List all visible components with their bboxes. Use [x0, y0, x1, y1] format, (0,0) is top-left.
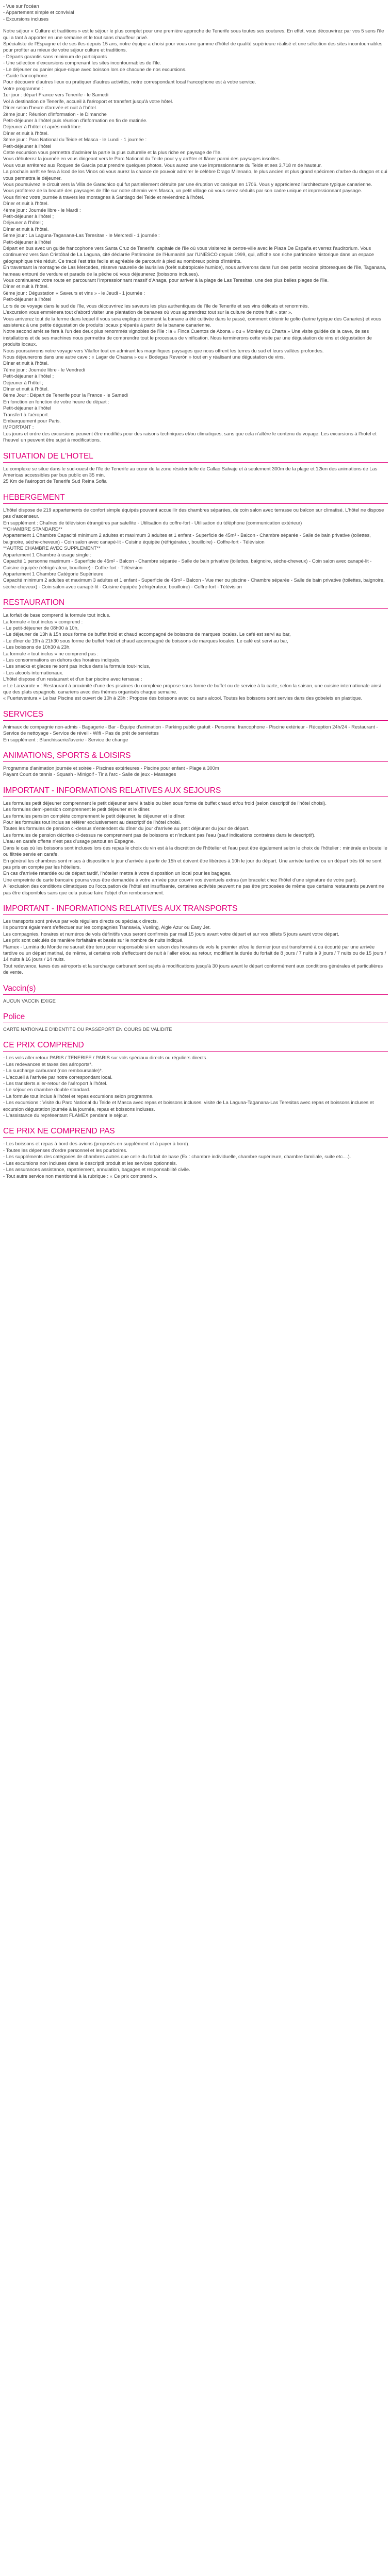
- section: [3, 1012, 388, 1032]
- itinerary-line: Dîner et nuit à l'hôtel.: [3, 226, 49, 232]
- itinerary-line: Nous déjeunerons dans une autre cave : « Lagar de Chasna » ou « Bodegas Reverón » tout en y réalisant une dégustation de vins.: [3, 353, 285, 360]
- intro-line: - Excursions incluses: [3, 15, 49, 22]
- section-line: - Les excursions : Visite du Parc National du Teide et Masca avec repas et boissons incluses. visite de La Laguna-Taganana-Las Teresitas avec repas et boissons incluses et excursion dégustation journée à la journée, repas et boissons incluses.: [3, 1099, 374, 1112]
- section: [3, 710, 388, 743]
- section-line: Les transports sont prévus par vols réguliers directs ou spéciaux directs.: [3, 918, 158, 924]
- section-line: - La formule tout inclus à l'hôtel et repas excursions selon programme.: [3, 1093, 154, 1099]
- section-line: - Les vols aller retour PARIS / TENERIFE / PARIS sur vols spéciaux directs ou réguliers directs.: [3, 1055, 207, 1061]
- itinerary-line: Cette excursion vous permettra d'admirer la partie la plus culturelle et la plus riche en paysage de l'île.: [3, 149, 222, 155]
- itinerary-line: Vous profiterez de la beauté des paysages de l'île sur notre chemin vers Masca, un petit village où vous serez séduits par son cadre unique et impressionnant paysage.: [3, 188, 362, 194]
- section-heading: HEBERGEMENT: [3, 493, 388, 504]
- itinerary-line: - Le déjeuner ou panier pique-nique avec boisson lors de chacune de nos excursions.: [3, 66, 187, 72]
- section: [3, 493, 388, 590]
- itinerary-line: Nous poursuivrons notre voyage vers Vilaflor tout en admirant les magnifiques paysages que nous offrent les terres du sud et leurs vallées profondes.: [3, 347, 324, 353]
- section-line: L'eau en carafe offerte n'est pas d'usage partout en Espagne.: [3, 838, 135, 844]
- section-line: - Les transferts aller-retour de l'aéroport à l'hôtel.: [3, 1080, 108, 1087]
- section-body: [3, 998, 388, 1004]
- section-line: En supplément : Chaînes de télévision étrangères par satellite - Utilisation du coffre-fort - Utilisation du téléphone (communication extérieur): [3, 519, 302, 526]
- itinerary-line: - Guide francophone.: [3, 73, 49, 79]
- itinerary-line: 7ème jour : Journée libre - le Vendredi: [3, 366, 85, 372]
- itinerary-line: Petit-déjeuner à l'hôtel: [3, 143, 51, 149]
- section-line: - Les suppléments des catégories de chambres autres que celle du forfait de base (Ex : chambre individuelle, chambre supérieure, chambre familiale, suite etc....).: [3, 1154, 351, 1160]
- section-line: - Les assurances assistance, rapatriement, annulation, bagages et responsabilité civile.: [3, 1166, 190, 1173]
- section-heading: Police: [3, 1012, 388, 1023]
- section: [3, 751, 388, 778]
- section-line: - Les boissons de 10h30 à 23h.: [3, 644, 71, 650]
- section: [3, 1127, 388, 1179]
- section-line: Les prix sont calculés de manière forfaitaire et basés sur le nombre de nuits indiqué.: [3, 937, 184, 943]
- itinerary-line: L'excursion vous emmènera tout d'abord visiter une plantation de bananes où vous apprendrez tout sur la culture de notre fruit « star ».: [3, 309, 292, 315]
- section-line: - Le déjeuner de 13h à 15h sous forme de buffet froid et chaud accompagné de boissons de marques locales. Le café est servi au bar,: [3, 631, 291, 637]
- section-line: Flamex - Lumiria du Monde ne saurait être tenu pour responsable si en raison des horaires de vols le premier et/ou le dernier jour est transformé à ou écourté par une arrivée tardive ou un départ matinal, de même, si certains vols s'effectuent de nuit à l'aller et/ou au retour, modifiant la durée du forfait de 8 jours / 7 nuits à 9 jours / 7 nuits ou de 15 jours / 14 nuits à 16 jours / 14 nuits.: [3, 943, 386, 962]
- section-line: - Le dîner de 19h à 21h30 sous forme de buffet froid et chaud accompagné de boissons de marques locales. Le café est servi au bar,: [3, 637, 288, 643]
- section-line: AUCUN VACCIN EXIGE: [3, 997, 56, 1004]
- itinerary-line: Dîner et nuit à l'hôtel.: [3, 360, 49, 366]
- itinerary-line: Embarquement pour Paris.: [3, 418, 61, 423]
- section-line: Les compagnies, horaires et numéros de vols définitifs vous seront confirmés par mail 15 jours avant votre départ et sur vos billets 5 jours avant votre départ.: [3, 930, 339, 937]
- section-body: [3, 724, 388, 743]
- section-line: Les formules de pension décrites ci-dessus ne comprennent pas de boissons et n'incluent pas l'eau (sauf indications contraires dans le descriptif).: [3, 832, 316, 838]
- section-line: Capacité 1 personne maximum - Superficie de 45m² - Balcon - Chambre séparée - Salle de bain privative (toilettes, baignoire, sèche-cheveux) - Coin salon avec canapé-lit - Cuisine équipée (réfrigérateur, bouilloire) - Coffre-fort - Télévision: [3, 558, 372, 570]
- itinerary-line: La prochain arrêt se fera à Icod de los Vinos où vous aurez la chance de pouvoir admirer le célèbre Drago Milenario, le plus ancien et plus grand spécimen d'arbre du dragon et qui vous permettra le déjeuner.: [3, 168, 387, 181]
- section-line: Appartement 1 Chambre Capacité minimum 2 adultes et maximum 3 adultes et 1 enfant - Superficie de 45m² - Balcon - Chambre séparée - Salle de bain privative (toilettes, baignoire, sèche-cheveux) - Coin salon avec canapé-lit - Cuisine équipée (réfrigérateur, bouilloire) - Coffre-fort - Télévision: [3, 532, 371, 545]
- section-line: La formule « tout inclus » comprend :: [3, 618, 83, 624]
- section: [3, 984, 388, 1004]
- section-line: L'hôtel dispose de 219 appartements de confort simple équipés pouvant accueillir des chambres séparées, de coin salon avec terrasse ou balcon sur climatisé. L'hôtel ne dispose pas d'ascenseur.: [3, 506, 384, 519]
- section: [3, 786, 388, 896]
- section-heading: IMPORTANT - INFORMATIONS RELATIVES AUX TRANSPORTS: [3, 904, 388, 915]
- section-body: [3, 1141, 388, 1179]
- itinerary-line: Déjeuner à l'hôtel ;: [3, 219, 43, 226]
- itinerary-line: 4ème jour : Journée libre - le Mardi :: [3, 207, 81, 213]
- itinerary-line: Transfert à l'aéroport.: [3, 411, 49, 417]
- itinerary-line: Dîner et nuit à l'hôtel.: [3, 200, 49, 207]
- intro-line: - Vue sur l'océan: [3, 3, 39, 9]
- section-body: [3, 1055, 388, 1118]
- section-line: La formule « tout inclus » ne comprend pas :: [3, 650, 99, 656]
- itinerary-line: En traversant la montagne de Las Mercedes, réserve naturelle de laurisilva (forêt subtropicale humide), nous arriverons dans l'un des petits recoins pittoresques de l'île, Taganana, hameau entouré de verdure et paradis de la pêche où vous déjeunerez (boissons incluses).: [3, 264, 386, 277]
- section-line: - Les consommations en dehors des horaires indiqués,: [3, 656, 121, 663]
- itinerary-line: Vous débuterez la journée en vous dirigeant vers le Parc National du Teide pour y y arrêter et flâner parmi des paysages insolites.: [3, 156, 281, 162]
- itinerary-line: 6ème jour : Dégustation « Saveurs et vins » - le Jeudi - 1 journée :: [3, 290, 145, 296]
- section-line: - L'accueil à l'arrivée par notre correspondant local.: [3, 1074, 113, 1080]
- section-heading: IMPORTANT - INFORMATIONS RELATIVES AUX SEJOURS: [3, 786, 388, 797]
- itinerary-text: [3, 28, 388, 443]
- section-line: - Les redevances et taxes des aéroports*.: [3, 1061, 93, 1067]
- section-line: **CHAMBRE STANDARD**: [3, 526, 62, 532]
- section-line: En cas d'arrivée retardée ou de départ tardif, l'hôtelier mettra à votre disposition un local pour les bagages.: [3, 870, 232, 876]
- itinerary-line: Petit-déjeuner à l'hôtel puis réunion d'information en fin de matinée.: [3, 117, 148, 123]
- section-line: En général les chambres sont mises à disposition le jour d'arrivée à partir de 15h et doivent être libérées à 10h le jour du départ. Une arrivée tardive ou un départ très tôt ne sont pas pris en compte par les hôteliers.: [3, 857, 382, 870]
- section-line: En supplément : Blanchisserie/laverie - Service de change: [3, 736, 128, 742]
- itinerary-line: Vous vous arrêterez aux Roques de Garcia pour prendre quelques photos. Vous aurez une vue impressionnante du Teide et ses 3.718 m de hauteur.: [3, 162, 322, 168]
- section-line: Les formules demi-pension comprennent le petit déjeuner et le dîner.: [3, 806, 151, 812]
- itinerary-line: Dîner et nuit à l'hôtel.: [3, 130, 49, 136]
- itinerary-line: Spécialiste de l'Espagne et de ses îles depuis 15 ans, notre équipe a choisi pour vous une gamme d'hôtel de qualité supérieure réalisé et une sélection des sites incontournables pour profiter au mieux de votre séjour culture et traditions.: [3, 41, 383, 53]
- product-description: [0, 0, 391, 1179]
- section-line: - Les excursions non incluses dans le descriptif produit et les services optionnels.: [3, 1160, 177, 1166]
- section-line: - L'assistance du représentant FLAMEX pendant le séjour.: [3, 1112, 128, 1118]
- itinerary-line: Petit-déjeuner à l'hôtel: [3, 296, 51, 302]
- section-heading: CE PRIX COMPREND: [3, 1041, 388, 1052]
- itinerary-line: Dîner et nuit à l'hôtel.: [3, 283, 49, 290]
- section-heading: SITUATION DE L'HOTEL: [3, 452, 388, 463]
- itinerary-line: Dîner selon l'heure d'arrivée et nuit à l'hôtel.: [3, 105, 97, 111]
- section-line: Appartement 1 Chambre à usage single :: [3, 551, 91, 557]
- section-line: Tout redevance, taxes des aéroports et la surcharge carburant sont sujets à modifications jusqu'à 30 jours avant le départ conformément aux conditions générales et particulières de vente.: [3, 962, 383, 975]
- itinerary-line: 3ème jour : Parc National du Teide et Masca - le Lundi - 1 journée :: [3, 137, 147, 143]
- section-line: - Tout autre service non mentionné à la rubrique : « Ce prix comprend ».: [3, 1173, 157, 1179]
- section-line: Le complexe se situe dans le sud-ouest de l'île de Tenerife au cœur de la zone résidentielle de Callao Salvaje et à seulement 300m de la plage et 12km des animations de Las Americas accessibles par bus public en 35 min.: [3, 465, 378, 478]
- section: [3, 1041, 388, 1118]
- section-line: Les formules pension complète comprennent le petit déjeuner, le déjeuner et le dîner.: [3, 812, 186, 819]
- itinerary-line: Petit-déjeuner à l'hôtel ;: [3, 213, 54, 219]
- section-line: Ils pourront également s'effectuer sur les compagnies Transavia, Vueling, Aigle Azur ou Easy Jet.: [3, 924, 211, 930]
- section: [3, 904, 388, 976]
- section-line: « Le Lanzarote » : Restaurant à proximité d'une des piscines du complexe propose sous forme de buffet ou de service à la carte, selon la saison, une cuisine internationale ainsi que des plats espagnols, canariens avec des thèmes organisés chaque semaine.: [3, 682, 381, 694]
- section-line: Programme d'animation journée et soirée - Piscines extérieures - Piscine pour enfant - Plage à 300m: [3, 765, 219, 771]
- section-heading: SERVICES: [3, 710, 388, 721]
- itinerary-line: 5ème jour : La Laguna-Taganana-Las Teresitas - le Mercredi - 1 journée :: [3, 232, 160, 239]
- itinerary-line: En fonction en fonction de votre heure de départ :: [3, 398, 109, 404]
- itinerary-line: Notre second arrêt se fera à l'un des deux plus renommés vignobles de l'île : la « Finca Cuentos de Abona » ou « Monkey du Charta » Une visite guidée de la cave, de ses installations et de ses machines nous permettra de comprendre tout le processus de vinification. Nous terminerons cette visite par une dégustation de vins et dégustation de produits locaux.: [3, 328, 372, 347]
- section-body: [3, 800, 388, 896]
- itinerary-line: Petit-déjeuner à l'hôtel ;: [3, 373, 54, 379]
- itinerary-line: Vol à destination de Tenerife, accueil à l'aéroport et transfert jusqu'à votre hôtel.: [3, 98, 173, 104]
- itinerary-line: Dîner et nuit à l'hôtel.: [3, 385, 49, 392]
- section-line: Animaux de compagnie non-admis - Bagagerie - Bar - Équipe d'animation - Parking public gratuit - Personnel francophone - Piscine extérieur - Réception 24h/24 - Restaurant - Service de nettoyage - Service de réveil - Wifi - Pas de prêt de serviettes: [3, 723, 378, 736]
- section-line: CARTE NATIONALE D'IDENTITE OU PASSEPORT EN COURS DE VALIDITE: [3, 1026, 172, 1032]
- section-heading: ANIMATIONS, SPORTS & LOISIRS: [3, 751, 388, 762]
- section-line: Pour les formules tout inclus se référer exclusivement au descriptif de l'hôtel choisi.: [3, 819, 181, 825]
- itinerary-line: Vous arriverez tout de la ferme dans lequel il vous sera expliqué comment la banane a été cultivée dans le passé, comment obtenir le gofio (farine typique des Canaries) et vous assisterez à une petite dégustation de produits locaux préparés à partir de la banane canarienne.: [3, 315, 381, 328]
- section-body: [3, 765, 388, 778]
- itinerary-line: Pour découvrir d'autres lieux ou pratiquer d'autres activités, notre correspondant local francophone est à votre service.: [3, 79, 256, 85]
- itinerary-line: Votre programme :: [3, 85, 43, 91]
- itinerary-line: Départ en bus avec un guide francophone vers Santa Cruz de Tenerife, capitale de l'île où vous visiterez le centre-ville avec le Plaza De España et verrez l'auditorium. Vous continuerez vers San Cristóbal de La Laguna, cité déclarée Patrimoine de l'Humanité par l'UNESCO depuis 1999, qui, affiche son riche patrimoine historique dans un espace géographique très réduit. Ce tracé l'est très facile et agréable de parcourir à pied au nombreux points d'intérêts.: [3, 245, 374, 264]
- itinerary-line: Petit-déjeuner à l'hôtel: [3, 239, 51, 245]
- itinerary-line: IMPORTANT :: [3, 424, 34, 430]
- section-heading: Vaccin(s): [3, 984, 388, 995]
- section: [3, 598, 388, 702]
- section-line: - La surcharge carburant (non remboursable)*.: [3, 1067, 103, 1074]
- itinerary-line: Petit-déjeuner à l'hôtel: [3, 405, 51, 411]
- section-body: [3, 507, 388, 590]
- itinerary-line: Déjeuner à l'hôtel ;: [3, 379, 43, 385]
- section-line: - Les snacks et glaces ne sont pas inclus dans la formule tout-inclus,: [3, 663, 151, 669]
- itinerary-line: Lors de ce voyage dans le sud de l'île, vous découvrirez les saveurs les plus authentiques de l'île de Tenerife et ses vins délicats et renommés.: [3, 302, 309, 309]
- itinerary-line: Les jours et ordre des excursions peuvent être modifiés pour des raisons techniques et/ou climatiques, sans que cela n'altère le contenu du voyage. Les excursions à l'hotel et l'heuvel un peuvent être sujet à modifications.: [3, 430, 377, 443]
- info-sections: [3, 452, 388, 1179]
- section-heading: CE PRIX NE COMPREND PAS: [3, 1127, 388, 1138]
- section-line: Capacité minimum 2 adultes et maximum 3 adultes et 1 enfant - Superficie de 45m² - Balcon - Vue mer ou piscine - Chambre séparée - Salle de bain privative (toilettes, baignoire, sèche-cheveux) - Coin salon avec canapé-lit - Cuisine équipée (réfrigérateur, bouilloire) - Coffre-fort - Télévision: [3, 577, 385, 589]
- itinerary-line: Vous continuerez votre route en parcourant l'impressionnant massif d'Anaga, pour arriver à la plage de Las Teresitas, une des plus belles plages de l'île.: [3, 277, 329, 283]
- section-body: [3, 612, 388, 702]
- section-heading: RESTAURATION: [3, 598, 388, 609]
- section-body: [3, 918, 388, 976]
- section-line: A l'exclusion des conditions climatiques ou l'occupation de l'hôtel est insuffisante, certaines activités peuvent ne pas être proposées de même que certains restaurants peuvent ne pas être disponibles sans que cela puisse faire l'objet d'un remboursement.: [3, 883, 384, 895]
- itinerary-line: Vous finirez votre journée à travers les montagnes à Santiago del Teide et reviendrez à l'hôtel.: [3, 194, 204, 200]
- itinerary-line: 8ème Jour : Départ de Tenerife pour la France - le Samedi: [3, 392, 128, 398]
- section-line: Appartement 1 Chambre Catégorie Supérieure: [3, 570, 104, 577]
- section-line: L'hôtel dispose d'un restaurant et d'un bar piscine avec terrasse :: [3, 676, 142, 682]
- section: [3, 452, 388, 485]
- itinerary-line: Vous poursuivrez le circuit vers la Villa de Garachico qui fut partiellement détruite par une éruption volcanique en 1706. Vous y apprécierez l'architecture typique canarienne.: [3, 181, 372, 187]
- section-body: [3, 1026, 388, 1032]
- itinerary-line: Déjeuner à l'hôtel et après-midi libre.: [3, 124, 82, 130]
- section-line: - Le séjour en chambre double standard.: [3, 1087, 90, 1093]
- itinerary-line: 2ème jour : Réunion d'information - le Dimanche: [3, 111, 107, 117]
- section-line: - Toutes les dépenses d'ordre personnel et les pourboires.: [3, 1147, 127, 1153]
- itinerary-line: - Départs garantis sans minimum de participants: [3, 53, 107, 59]
- section-line: - Le petit-déjeuner de 08h00 à 10h,: [3, 624, 79, 631]
- section-line: Les formules petit déjeuner comprennent le petit déjeuner servi à table ou bien sous forme de buffet chaud et/ou froid (selon descriptif de l'hôtel choisi).: [3, 800, 327, 806]
- itinerary-line: - Une sélection d'excursions comprenant les sites incontournables de l'île.: [3, 60, 161, 66]
- section-line: Une empreinte de carte bancaire pourra vous être demandée à votre arrivée pour couvrir vos éventuels extras (un bracelet chez l'hôtel d'une signature de votre part).: [3, 876, 357, 883]
- itinerary-line: Notre séjour « Culture et traditions » est le séjour le plus complet pour une première approche de Tenerife sous toutes ses coutures. En effet, vous découvrirez par vos 5 sens l'île qui a tant à apporter en une semaine et le tout sans chauffeur privé.: [3, 28, 384, 40]
- section-line: **AUTRE CHAMBRE AVEC SUPPLEMENT**: [3, 545, 101, 551]
- section-line: Dans le cas où les boissons sont incluses lors des repas le choix du vin est à la discrétion de l'hôtelier et l'eau peut être également selon le choix de l'hôtelier : minérale en bouteille ou filtrée servie en carafe.: [3, 844, 387, 857]
- section-line: - Les boissons et repas à bord des avions (proposés en supplément et à payer à bord).: [3, 1141, 190, 1147]
- section-body: [3, 466, 388, 485]
- section-line: - Les alcools internationaux.: [3, 669, 63, 675]
- itinerary-line: 1er jour : départ France vers Tenerife - le Samedi: [3, 92, 109, 98]
- section-line: La forfait de base comprend la formule tout inclus.: [3, 612, 110, 618]
- intro-line: - Appartement simple et convivial: [3, 9, 74, 15]
- intro-highlights: [3, 3, 388, 22]
- section-line: Payant Court de tennis - Squash - Minigolf - Tir à l'arc - Salle de jeux - Massages: [3, 771, 176, 777]
- section-line: Toutes les formules de pension ci-dessus s'entendent du dîner du jour d'arrivée au petit déjeuner du jour de départ.: [3, 825, 250, 832]
- section-line: 25 Km de l'aéroport de Tenerife Sud Reina Sofia: [3, 478, 107, 484]
- section-line: « Fuerteventura » Le bar Piscine est ouvert de 10h à 23h : Propose des boissons avec ou sans alcool. Toutes les boissons sont servies dans des gobelets en plastique.: [3, 695, 363, 701]
